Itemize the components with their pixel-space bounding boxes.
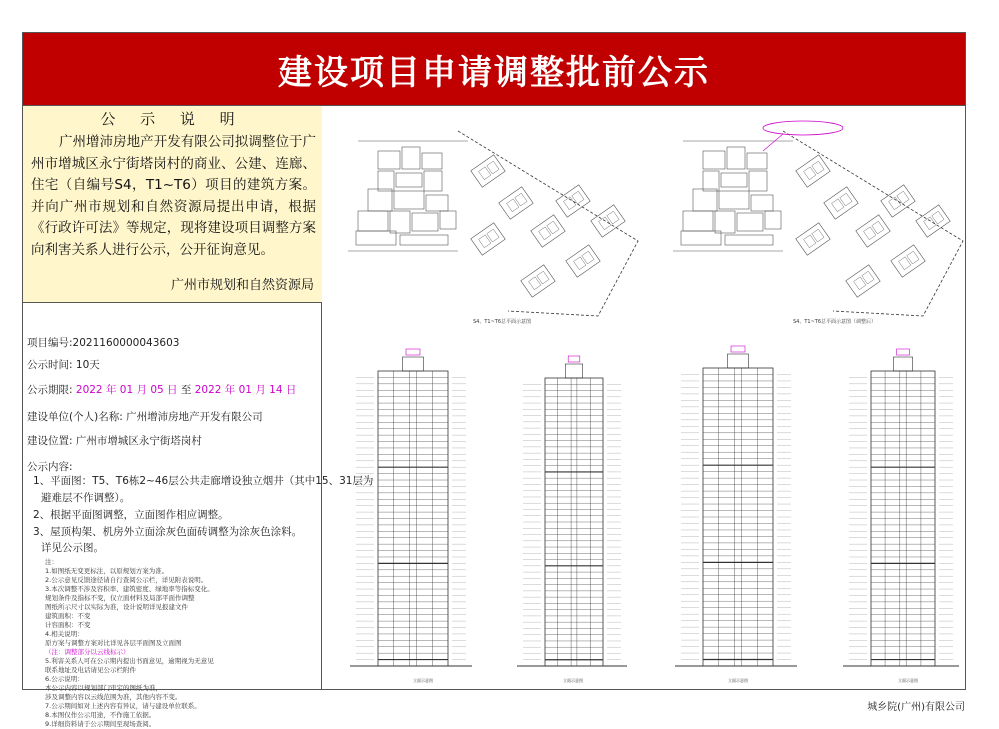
unit-name: 广州增沛房地产开发有限公司 xyxy=(126,411,263,423)
plan-block xyxy=(394,191,424,209)
plan-block xyxy=(737,213,763,231)
fine-line: 4.相关说明： xyxy=(45,630,84,638)
plan-tower xyxy=(891,245,925,277)
plan-block xyxy=(358,211,388,231)
elevation-caption: 立面示意图 xyxy=(728,678,748,683)
revision-marker xyxy=(568,356,580,362)
unit-label: 建设单位(个人)名称: xyxy=(27,411,123,423)
fine-line: 联系地址及电话请见公示栏附件 xyxy=(45,666,136,674)
notice-panel xyxy=(23,106,322,303)
fine-line: 8.本图仅作公示用途，不作施工依据。 xyxy=(45,711,156,719)
elevation-caption: 立面示意图 xyxy=(898,678,918,683)
fine-line: 6.公示说明： xyxy=(45,675,84,683)
unit-row xyxy=(27,409,263,424)
site-plan-caption: S4、T1~T6总平面示意图 xyxy=(473,319,532,325)
dates-label: 公示期限: xyxy=(27,384,73,396)
plan-tower xyxy=(499,187,533,219)
plan-tower xyxy=(471,155,505,187)
plan-tower xyxy=(566,245,600,277)
plan-block xyxy=(703,171,719,191)
content-item: 避难层不作调整）。 xyxy=(41,492,131,504)
plan-block xyxy=(378,171,394,191)
elevation-drawing-3 xyxy=(675,346,797,666)
left-column xyxy=(23,106,374,728)
revision-cloud xyxy=(763,121,843,135)
elevation-drawing-4 xyxy=(843,349,959,666)
plan-block xyxy=(703,151,725,169)
plan-block xyxy=(749,171,767,191)
fine-line: 计容面积：不变 xyxy=(45,621,91,629)
roof-structure xyxy=(403,357,424,371)
plan-block xyxy=(426,195,448,211)
plan-tower xyxy=(556,185,590,217)
revision-marker xyxy=(406,349,420,355)
fine-line: 9.详细资料请于公示期间至现场查阅。 xyxy=(45,720,156,728)
plan-block xyxy=(693,189,717,211)
period-value: 10天 xyxy=(75,359,100,371)
plan-block xyxy=(683,211,713,231)
location-row xyxy=(27,433,202,448)
elevation-caption: 立面示意图 xyxy=(413,678,433,683)
dates-to-word: 至 xyxy=(180,384,192,396)
plan-block xyxy=(396,173,422,187)
roof-structure xyxy=(728,354,749,368)
plan-block xyxy=(715,211,735,233)
plan-block xyxy=(727,147,745,169)
notice-body: 广州增沛房地产开发有限公司拟调整位于广州市增城区永宁街塔岗村的商业、公建、连廊、住宅（自编号S4，T1~T6）项目的建筑方案。并向广州市规划和自然资源局提出申请，根据《行政许可法》等规定，现将建设项目调整方案向利害关系人进行公示，公开征询意见。 xyxy=(31,134,316,258)
plan-block xyxy=(751,195,773,211)
plan-tower xyxy=(796,223,830,255)
plan-block xyxy=(765,211,781,229)
plan-block xyxy=(368,189,392,211)
revision-leader xyxy=(763,134,783,151)
plan-block xyxy=(400,235,448,245)
plan-block xyxy=(721,173,747,187)
plan-block xyxy=(378,151,400,169)
dates-row xyxy=(27,382,296,397)
footer-credit: 城乡院(广州)有限公司 xyxy=(867,702,965,713)
content-label: 公示内容: xyxy=(27,461,73,473)
fine-line: 原方案与调整方案对比详见各层平面图及立面图 xyxy=(45,639,182,647)
plan-block xyxy=(424,171,442,191)
location-value: 广州市增城区永宁街塔岗村 xyxy=(75,435,202,447)
fine-line: 图纸所示尺寸以实际为准，设计说明详见报建文件 xyxy=(45,603,188,611)
notice-heading: 公 示 说 明 xyxy=(100,110,245,128)
plan-block xyxy=(422,153,442,169)
fine-line: 3.本次调整不涉及容积率、建筑密度、绿地率等指标变化。 xyxy=(45,585,214,593)
drawings-canvas xyxy=(323,106,965,689)
roof-structure xyxy=(565,364,582,378)
fine-line: 5.利害关系人可在公示期内提出书面意见，逾期视为无意见 xyxy=(45,657,214,665)
plan-tower xyxy=(796,155,830,187)
page-title: 建设项目申请调整批前公示 xyxy=(278,52,710,93)
plan-tower xyxy=(591,205,625,237)
period-label: 公示时间: xyxy=(27,359,73,371)
elevation-caption: 立面示意图 xyxy=(563,678,583,683)
fine-line-highlight: （注：调整部分以云线标示） xyxy=(45,648,130,656)
elevation-drawing-1 xyxy=(350,349,472,666)
plan-block xyxy=(440,211,456,229)
plan-tower xyxy=(846,265,880,297)
fine-line: 本公示内容以规划部门审定的图纸为准， xyxy=(45,684,162,692)
plan-block xyxy=(402,147,420,169)
plan-tower xyxy=(531,215,565,247)
date-to: 2022 年 01 月 14 日 xyxy=(194,384,297,396)
drawings-area xyxy=(323,106,965,689)
plan-tower xyxy=(881,185,915,217)
location-label: 建设位置: xyxy=(27,435,73,447)
plan-block xyxy=(390,211,410,233)
fine-line: 建筑面积：不变 xyxy=(45,612,91,620)
plan-block xyxy=(412,213,438,231)
revision-marker xyxy=(897,349,910,355)
notice-signature: 广州市规划和自然资源局 xyxy=(170,278,314,293)
fine-line: 7.公示期间如对上述内容有异议，请与建设单位联系。 xyxy=(45,702,201,710)
fine-line: 规划条件及指标不变，仅立面材料及局部平面作调整 xyxy=(45,594,195,602)
roof-structure xyxy=(893,357,912,371)
site-boundary xyxy=(783,131,963,316)
content-item: 2、根据平面图调整，立面图作相应调整。 xyxy=(33,509,229,521)
plan-tower xyxy=(471,223,505,255)
site-plan-adjusted xyxy=(673,121,963,316)
fine-line: 涉及调整内容以云线范围为准，其他内容不变。 xyxy=(45,693,182,701)
project-number: 2021160000043603 xyxy=(72,337,180,349)
date-from: 2022 年 01 月 05 日 xyxy=(75,384,178,396)
period-row xyxy=(27,357,100,372)
site-plan-original xyxy=(348,131,638,316)
content-item: 1、平面图：T5、T6栋2~46层公共走廊增设独立烟井（其中15、31层为 xyxy=(33,475,374,487)
plan-tower xyxy=(856,215,890,247)
title-banner xyxy=(23,33,965,106)
plan-tower xyxy=(916,205,950,237)
content-item: 详见公示图。 xyxy=(41,542,104,554)
fine-print xyxy=(45,558,315,729)
fine-line: 2.公示意见反馈途径请自行查阅公示栏，详见附表说明。 xyxy=(45,576,208,584)
plan-tower xyxy=(824,187,858,219)
fine-line: 注： xyxy=(45,558,58,566)
site-plan-caption-adjusted: S4、T1~T6总平面示意图（调整后） xyxy=(793,319,877,325)
plan-tower xyxy=(521,265,555,297)
plan-block xyxy=(747,153,767,169)
plan-block xyxy=(719,191,749,209)
revision-marker xyxy=(731,346,745,352)
content-item: 3、屋顶构架、机房外立面涂灰色面砖调整为涂灰色涂料。 xyxy=(33,526,303,538)
project-number-label: 项目编号: xyxy=(27,337,73,349)
elevation-drawing-2 xyxy=(517,356,627,666)
fine-line: 1.如图纸无变更标注，以原规划方案为准。 xyxy=(45,567,169,575)
plan-block xyxy=(725,235,773,245)
site-boundary xyxy=(458,131,638,316)
project-number-row xyxy=(27,335,179,350)
